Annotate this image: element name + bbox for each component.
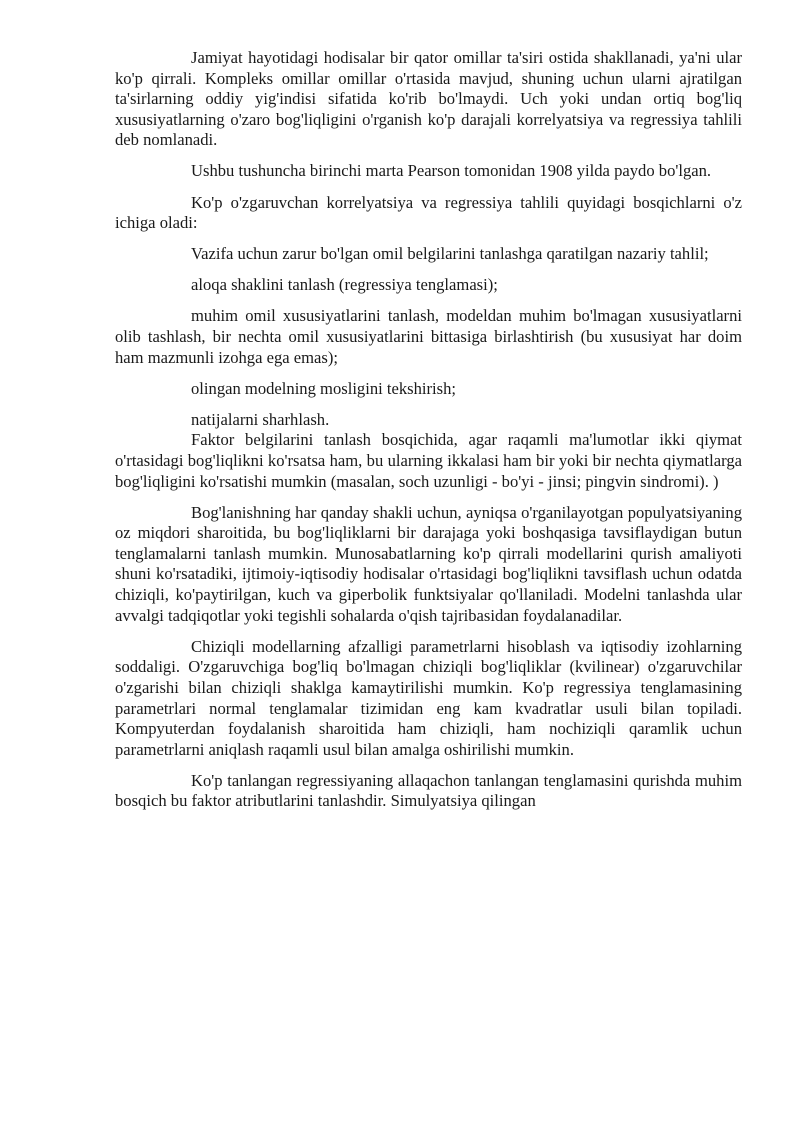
list-item-relation-form: aloqa shaklini tanlash (regressiya tenglamasi); bbox=[191, 275, 498, 295]
paragraph-factor-selection: Faktor belgilarini tanlash bosqichida, agar raqamli ma'lumotlar ikki qiymat o'rtasidagi bog'liqlikni ko'rsatsa ham, bu ularning ikkalasi ham bir yoki bir nechta qiymatlarga bog'liqligini ko'rsatishi mumkin (masalan, soch uzunligi - bo'yi - jinsi; pingvin sindromi). ) bbox=[115, 430, 742, 491]
paragraph-relation-forms: Bog'lanishning har qanday shakli uchun, ayniqsa o'rganilayotgan populyatsiyaning oz miqdori sharoitida, bu bog'liqliklarni bir darajaga yoki boshqasiga tavsiflaydigan butun tenglamalarni tanlash mumkin. Munosabatlarning ko'p qirrali modellarini qurish amaliyoti shuni ko'rsatadiki, ijtimoiy-iqtisodiy hodisalar o'rtasidagi bog'liqlikni tavsiflash uchun odatda chiziqli, ko'paytirilgan, kuch va giperbolik funktsiyalar qo'llaniladi. Modelni tanlashda ular avvalgi tadqiqotlar yoki tegishli sohalarda o'qish tajribasidan foydalanadilar. bbox=[115, 502, 742, 625]
paragraph-intro: Jamiyat hayotidagi hodisalar bir qator omillar ta'siri ostida shakllanadi, ya'ni ular ko'p qirrali. Kompleks omillar omillar o'rtasida mavjud, shuning uchun ularni ajratilgan ta'sirlarning oddiy yig'indisi sifatida ko'rib bo'lmaydi. Uch yoki undan ortiq bog'liq xususiyatlarning o'zaro bog'liqligini o'rganish ko'p darajali korrelyatsiya va regressiya tahlili deb nomlanadi. bbox=[115, 48, 742, 150]
paragraph-stages-intro: Ko'p o'zgaruvchan korrelyatsiya va regressiya tahlili quyidagi bosqichlarni o'z ichiga oladi: bbox=[115, 192, 742, 233]
paragraph-linear-models: Chiziqli modellarning afzalligi parametrlarni hisoblash va iqtisodiy izohlarning soddaligi. O'zgaruvchiga bog'liq bo'lmagan chiziqli bog'liqliklar (kvilinear) o'zgaruvchilar o'zgarishi bilan chiziqli shaklga kamaytirilishi mumkin. Ko'p regressiya tenglamasining parametrlari normal tenglamalar tizimidan eng kam kvadratlar usuli bilan topiladi. Kompyuterdan foydalanish sharoitida ham chiziqli, ham nochiziqli qaramlik uchun parametrlarni aniqlash raqamli usul bilan amalga oshirilishi mumkin. bbox=[115, 636, 742, 759]
list-item-feature-selection: muhim omil xususiyatlarini tanlash, modeldan muhim bo'lmagan xususiyatlarni olib tashlash, bir nechta omil xususiyatlarini bittasiga birlashtirish (bu xususiyat har doim ham mazmunli izohga ega emas); bbox=[115, 306, 742, 367]
list-item-model-check: olingan modelning mosligini tekshirish; bbox=[191, 378, 457, 398]
paragraph-multiple-regression: Ko'p tanlangan regressiyaning allaqachon tanlangan tenglamasini qurishda muhim bosqich bu faktor atributlarini tanlashdir. Simulyatsiya qilingan bbox=[115, 770, 742, 811]
list-item-theoretical-analysis: Vazifa uchun zarur bo'lgan omil belgilarini tanlashga qaratilgan nazariy tahlil; bbox=[191, 244, 709, 264]
paragraph-pearson: Ushbu tushuncha birinchi marta Pearson tomonidan 1908 yilda paydo bo'lgan. bbox=[191, 161, 712, 181]
list-item-interpretation: natijalarni sharhlash. bbox=[191, 409, 330, 429]
document-page bbox=[115, 48, 742, 823]
